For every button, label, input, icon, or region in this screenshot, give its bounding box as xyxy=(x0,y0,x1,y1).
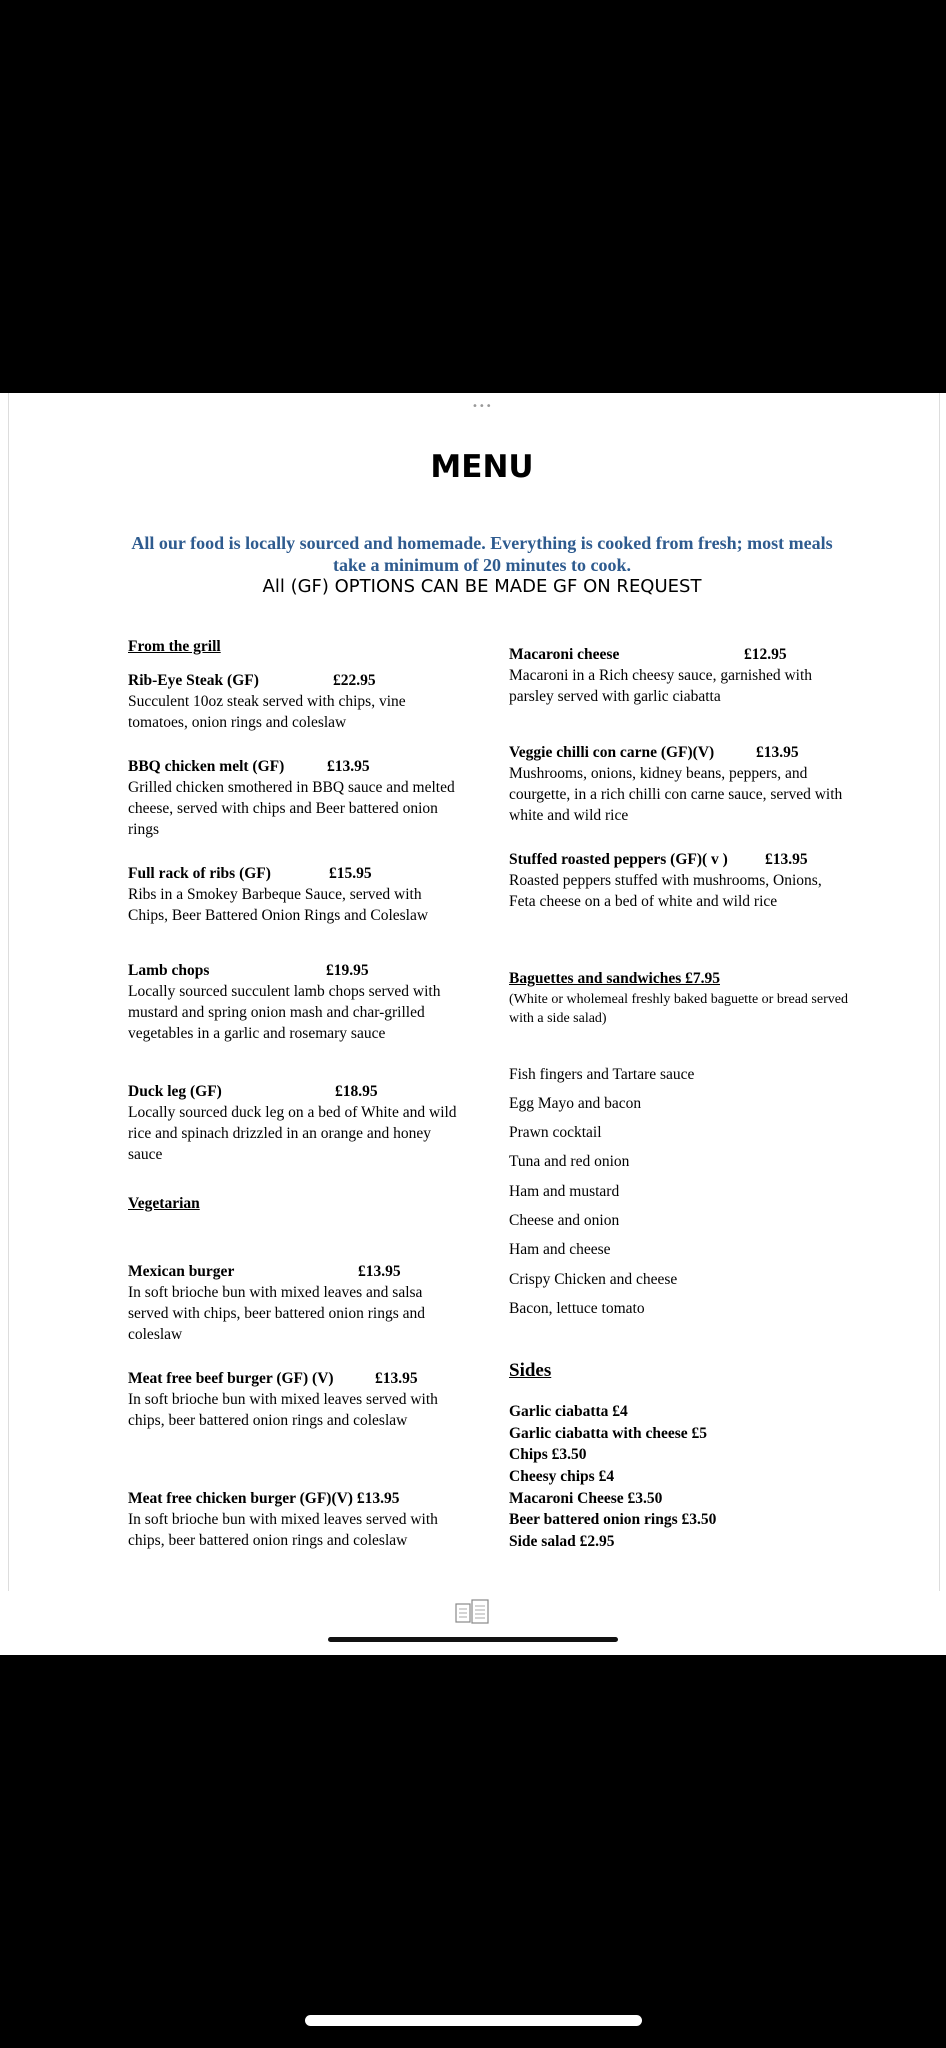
item-description: Ribs in a Smokey Barbeque Sauce, served with Chips, Beer Battered Onion Rings and Coleslaw xyxy=(128,886,429,924)
sandwich-item: Ham and cheese xyxy=(509,1241,611,1258)
section-baguettes: Baguettes and sandwiches £7.95 xyxy=(509,970,720,987)
item-name: Veggie chilli con carne (GF)(V) xyxy=(509,744,715,761)
sandwich-item: Prawn cocktail xyxy=(509,1124,602,1141)
item-price: £18.95 xyxy=(335,1083,378,1100)
side-item: Garlic ciabatta with cheese £5 xyxy=(509,1425,708,1442)
item-name: Meat free chicken burger (GF)(V) £13.95 xyxy=(128,1490,400,1507)
side-item: Garlic ciabatta £4 xyxy=(509,1403,628,1420)
item-name: Mexican burger xyxy=(128,1263,235,1280)
item-name: BBQ chicken melt (GF) xyxy=(128,758,285,775)
item-name: Duck leg (GF) xyxy=(128,1083,222,1100)
item-name: Stuffed roasted peppers (GF)( v ) xyxy=(509,851,728,868)
section-from-the-grill: From the grill xyxy=(128,638,221,655)
scroll-indicator xyxy=(328,1637,618,1642)
item-description: Mushrooms, onions, kidney beans, peppers, and courgette, in a rich chilli con carne sauce, served with white and wild rice xyxy=(509,765,843,824)
more-dots-icon[interactable]: ••• xyxy=(472,401,493,412)
item-price: £13.95 xyxy=(765,851,808,868)
item-price: £15.95 xyxy=(329,865,372,882)
baguettes-note: (White or wholemeal freshly baked baguette or bread served with a side salad) xyxy=(509,992,848,1026)
page-thumbnails-icon[interactable] xyxy=(455,1599,491,1625)
menu-item xyxy=(128,1368,458,1431)
section-sides: Sides xyxy=(509,1360,552,1381)
side-item: Side salad £2.95 xyxy=(509,1533,615,1550)
menu-item xyxy=(128,1081,458,1165)
item-name: Rib-Eye Steak (GF) xyxy=(128,672,259,689)
item-price: £13.95 xyxy=(756,744,799,761)
sandwich-item: Cheese and onion xyxy=(509,1212,620,1229)
sandwich-item: Bacon, lettuce tomato xyxy=(509,1300,645,1317)
item-description: In soft brioche bun with mixed leaves served with chips, beer battered onion rings and coleslaw xyxy=(128,1511,438,1549)
menu-item xyxy=(128,863,458,926)
item-description: Locally sourced duck leg on a bed of White and wild rice and spinach drizzled in an orange and honey sauce xyxy=(128,1104,457,1163)
sandwich-item: Crispy Chicken and cheese xyxy=(509,1271,678,1288)
menu-item xyxy=(509,644,849,707)
gf-note: All (GF) OPTIONS CAN BE MADE GF ON REQUEST xyxy=(262,576,702,597)
side-item: Macaroni Cheese £3.50 xyxy=(509,1490,663,1507)
item-description: In soft brioche bun with mixed leaves served with chips, beer battered onion rings and coleslaw xyxy=(128,1391,438,1429)
item-description: In soft brioche bun with mixed leaves and salsa served with chips, beer battered onion rings and coleslaw xyxy=(128,1284,425,1343)
menu-item xyxy=(128,1488,458,1551)
viewer-toolbar xyxy=(0,1591,946,1655)
menu-item xyxy=(128,670,458,733)
side-item: Chips £3.50 xyxy=(509,1446,587,1463)
menu-page xyxy=(8,393,940,1591)
item-name: Macaroni cheese xyxy=(509,646,620,663)
item-description: Locally sourced succulent lamb chops served with mustard and spring onion mash and char-grilled vegetables in a garlic and rosemary sauce xyxy=(128,983,441,1042)
sandwich-item: Egg Mayo and bacon xyxy=(509,1095,642,1112)
item-description: Macaroni in a Rich cheesy sauce, garnished with parsley served with garlic ciabatta xyxy=(509,667,813,705)
sandwich-item: Fish fingers and Tartare sauce xyxy=(509,1066,695,1083)
item-description: Succulent 10oz steak served with chips, vine tomatoes, onion rings and coleslaw xyxy=(128,693,406,731)
menu-item xyxy=(128,756,458,840)
item-price: £13.95 xyxy=(327,758,370,775)
menu-item xyxy=(509,849,849,912)
side-item: Cheesy chips £4 xyxy=(509,1468,615,1485)
item-price: £19.95 xyxy=(326,962,369,979)
section-vegetarian: Vegetarian xyxy=(128,1195,200,1212)
side-item: Beer battered onion rings £3.50 xyxy=(509,1511,717,1528)
menu-item xyxy=(509,742,849,826)
item-price: £22.95 xyxy=(333,672,376,689)
item-name: Full rack of ribs (GF) xyxy=(128,865,271,882)
sandwich-item: Ham and mustard xyxy=(509,1183,620,1200)
item-price: £13.95 xyxy=(375,1370,418,1387)
item-price: £12.95 xyxy=(744,646,787,663)
menu-item xyxy=(128,1261,458,1345)
document-viewer[interactable] xyxy=(0,393,946,1655)
item-price: £13.95 xyxy=(358,1263,401,1280)
menu-item xyxy=(128,960,458,1044)
home-indicator[interactable] xyxy=(305,2015,642,2026)
item-name: Lamb chops xyxy=(128,962,210,979)
food-notice: All our food is locally sourced and homemade. Everything is cooked from fresh; most meals take a minimum of 20 minutes to cook. xyxy=(131,533,833,575)
item-description: Grilled chicken smothered in BBQ sauce and melted cheese, served with chips and Beer battered onion rings xyxy=(128,779,455,838)
item-description: Roasted peppers stuffed with mushrooms, Onions, Feta cheese on a bed of white and wild rice xyxy=(509,872,822,910)
menu-title: MENU xyxy=(430,449,534,485)
sandwich-item: Tuna and red onion xyxy=(509,1153,630,1170)
item-name: Meat free beef burger (GF) (V) xyxy=(128,1370,334,1387)
